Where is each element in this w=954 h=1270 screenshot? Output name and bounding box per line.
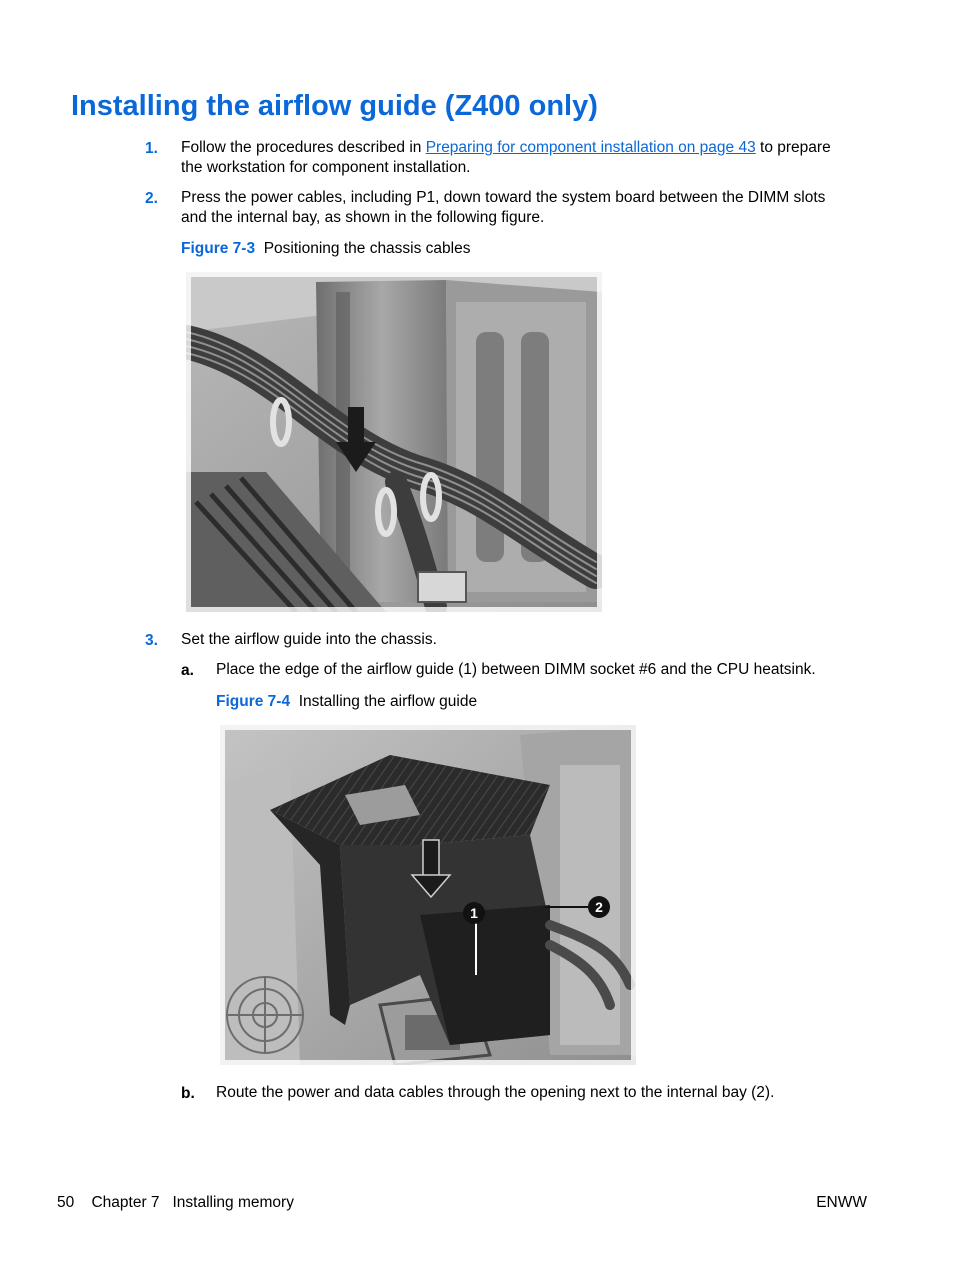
callout-2-label: 2 bbox=[595, 899, 603, 915]
callout-1 bbox=[463, 902, 485, 924]
figure-caption-text: Positioning the chassis cables bbox=[263, 240, 471, 257]
figure-caption-text: Installing the airflow guide bbox=[298, 693, 478, 710]
figure-caption bbox=[216, 693, 477, 711]
airflow-guide-illustration bbox=[220, 725, 636, 1065]
page-number: 50 bbox=[57, 1194, 75, 1211]
step-text-part: to prepare bbox=[755, 139, 831, 156]
figure-label: Figure 7-4 bbox=[216, 693, 291, 710]
chassis-cables-illustration bbox=[186, 272, 602, 612]
step-number: 2. bbox=[145, 190, 158, 207]
step-text-part: Follow the procedures described in bbox=[181, 139, 426, 156]
step-text: Set the airflow guide into the chassis. bbox=[181, 631, 437, 648]
step-number: 3. bbox=[145, 632, 158, 649]
preparing-link[interactable]: Preparing for component installation on page 43 bbox=[425, 139, 756, 156]
figure-caption bbox=[181, 240, 471, 258]
chapter-title: Installing memory bbox=[172, 1194, 294, 1211]
footer-right: ENWW bbox=[816, 1194, 867, 1211]
chapter-label: Chapter 7 bbox=[91, 1194, 160, 1211]
figure-airflow-guide bbox=[220, 725, 636, 1065]
figure-chassis-cables bbox=[186, 272, 602, 612]
callout-2 bbox=[588, 896, 610, 918]
step-text-line: and the internal bay, as shown in the following figure. bbox=[181, 209, 545, 226]
step-text-line: the workstation for component installation. bbox=[181, 159, 471, 176]
footer-left bbox=[57, 1194, 294, 1212]
step-text bbox=[181, 188, 881, 228]
step-text bbox=[181, 138, 871, 178]
figure-label: Figure 7-3 bbox=[181, 240, 256, 257]
step-text-line: Press the power cables, including P1, down toward the system board between the DIMM slots bbox=[181, 189, 826, 206]
callout-1-label: 1 bbox=[470, 905, 478, 921]
substep-letter: a. bbox=[181, 662, 194, 679]
step-number: 1. bbox=[145, 140, 158, 157]
page-title: Installing the airflow guide (Z400 only) bbox=[71, 90, 598, 122]
substep-text: Place the edge of the airflow guide (1) between DIMM socket #6 and the CPU heatsink. bbox=[216, 661, 816, 678]
substep-letter: b. bbox=[181, 1085, 195, 1102]
substep-text: Route the power and data cables through the opening next to the internal bay (2). bbox=[216, 1084, 775, 1101]
